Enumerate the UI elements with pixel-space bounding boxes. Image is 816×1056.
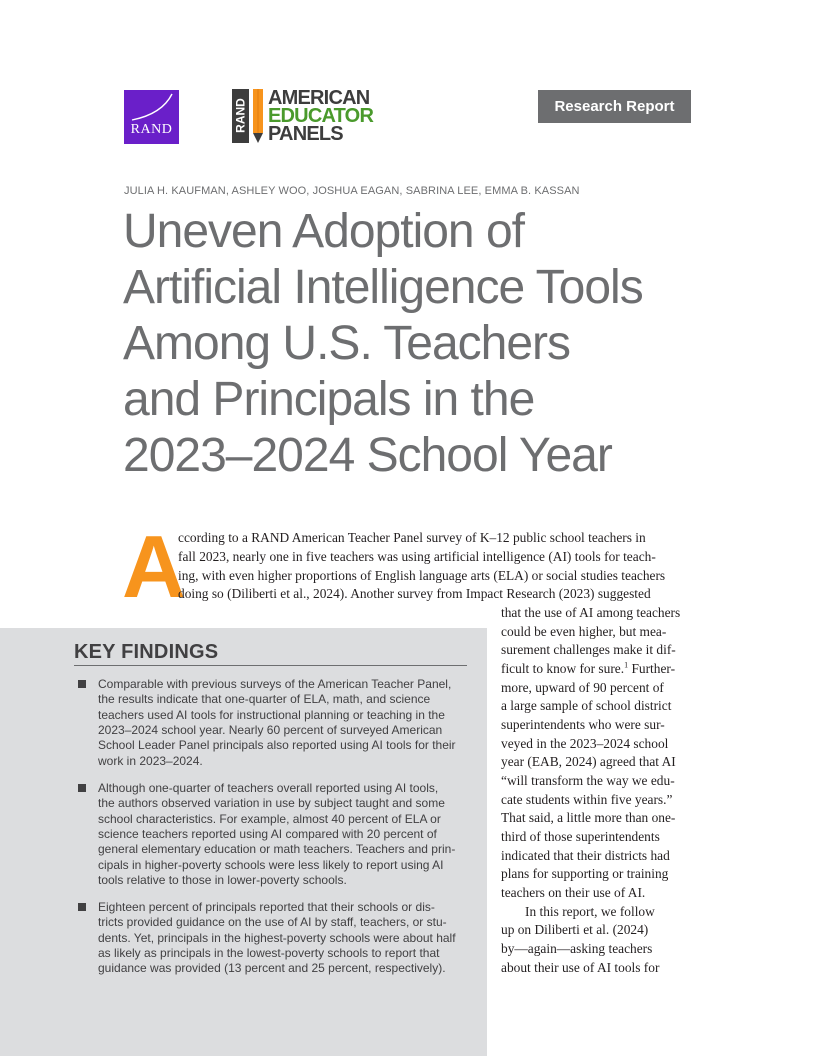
body-line: ccording to a RAND American Teacher Panel survey of K–12 public school teachers in [178,530,646,545]
body-line: superintendents who were sur- [501,717,665,732]
key-findings-title: KEY FINDINGS [74,641,219,663]
finding-line: tricts provided guidance on the use of AI by staff, teachers, or stu- [98,915,447,930]
finding-line: as likely as principals in the lowest-poverty schools to report that [98,945,440,960]
finding-line: School Leader Panel principals also reported using AI tools for their [98,738,456,753]
aep-rand-text: RAND [233,98,248,133]
body-line: could be even higher, but mea- [501,624,667,639]
title-line: Among U.S. Teachers [123,317,571,370]
finding-line: dents. Yet, principals in the highest-poverty schools were about half [98,930,456,945]
body-text: ficult to know for sure. [501,661,625,676]
finding-line: science teachers reported using AI compared with 20 percent of [98,826,437,841]
square-bullet-icon [78,784,86,792]
report-title [123,204,723,484]
finding-line: Although one-quarter of teachers overall reported using AI tools, [98,781,439,795]
body-line: about their use of AI tools for [501,960,660,975]
aep-rand-block [232,89,249,143]
body-line: up on Diliberti et al. (2024) [501,922,649,937]
body-line: a large sample of school district [501,698,672,713]
body-line: doing so (Diliberti et al., 2024). Another survey from Impact Research (2023) suggested [178,586,651,601]
finding-line: general elementary education or math teachers. Teachers and prin- [98,842,456,857]
body-line: plans for supporting or training [501,866,669,881]
body-line: veyed in the 2023–2024 school [501,736,669,751]
finding-line: tools relative to those in lower-poverty schools. [98,872,347,887]
finding-line: the authors observed variation in use by subject taught and some [98,796,445,811]
body-line: cate students within five years.” [501,792,673,807]
body-line: indicated that their districts had [501,848,670,863]
finding-line: the results indicate that one-quarter of ELA, math, and science [98,692,431,707]
body-line: That said, a little more than one- [501,810,676,825]
aep-line-panels: PANELS [268,123,343,145]
finding-line: work in 2023–2024. [98,753,203,768]
body-line: In this report, we follow [525,904,655,919]
finding-line: school characteristics. For example, almost 40 percent of ELA or [98,811,441,826]
body-line: that the use of AI among teachers [501,605,681,620]
body-line: year (EAB, 2024) agreed that AI [501,754,676,769]
square-bullet-icon [78,680,86,688]
finding-line: cipals in higher-poverty schools were less likely to report using AI [98,857,444,872]
body-line: third of those superintendents [501,829,660,844]
finding-line: teachers used AI tools for instructional planning or teaching in the [98,707,445,722]
drop-cap: A [122,517,186,616]
title-line: and Principals in the [123,373,535,426]
key-findings-divider [74,665,467,666]
body-line: teachers on their use of AI. [501,885,646,900]
title-line: Artificial Intelligence Tools [123,261,643,314]
body-line: more, upward of 90 percent of [501,680,664,695]
body-line: by—again—asking teachers [501,941,653,956]
american-educator-panels-logo [232,89,387,145]
finding-line: 2023–2024 school year. Nearly 60 percent of surveyed American [98,722,443,737]
rand-logo [124,90,179,144]
finding-line: Eighteen percent of principals reported that their schools or dis- [98,900,435,914]
research-report-badge: Research Report [538,90,691,123]
footnote-mark[interactable]: 1 [624,660,629,670]
title-line: Uneven Adoption of [123,205,524,258]
rand-logo-text: RAND [130,122,173,137]
body-line: ing, with even higher proportions of English language arts (ELA) or social studies teachers [178,568,666,583]
aep-line-american: AMERICAN [268,87,370,109]
pencil-icon [252,89,264,143]
title-line: 2023–2024 School Year [123,429,612,482]
body-line: “will transform the way we edu- [501,773,675,788]
square-bullet-icon [78,903,86,911]
body-text: Further- [628,661,676,676]
finding-line: Comparable with previous surveys of the American Teacher Panel, [98,677,452,691]
body-line-with-footnote [501,660,675,679]
authors: JULIA H. KAUFMAN, ASHLEY WOO, JOSHUA EAGAN, SABRINA LEE, EMMA B. KASSAN [124,185,580,197]
body-line: fall 2023, nearly one in five teachers was using artificial intelligence (AI) tools for teach- [178,549,656,564]
finding-line: guidance was provided (13 percent and 25 percent, respectively). [98,961,446,976]
body-line: surement challenges make it dif- [501,642,676,657]
aep-line-educator: EDUCATOR [268,105,374,127]
